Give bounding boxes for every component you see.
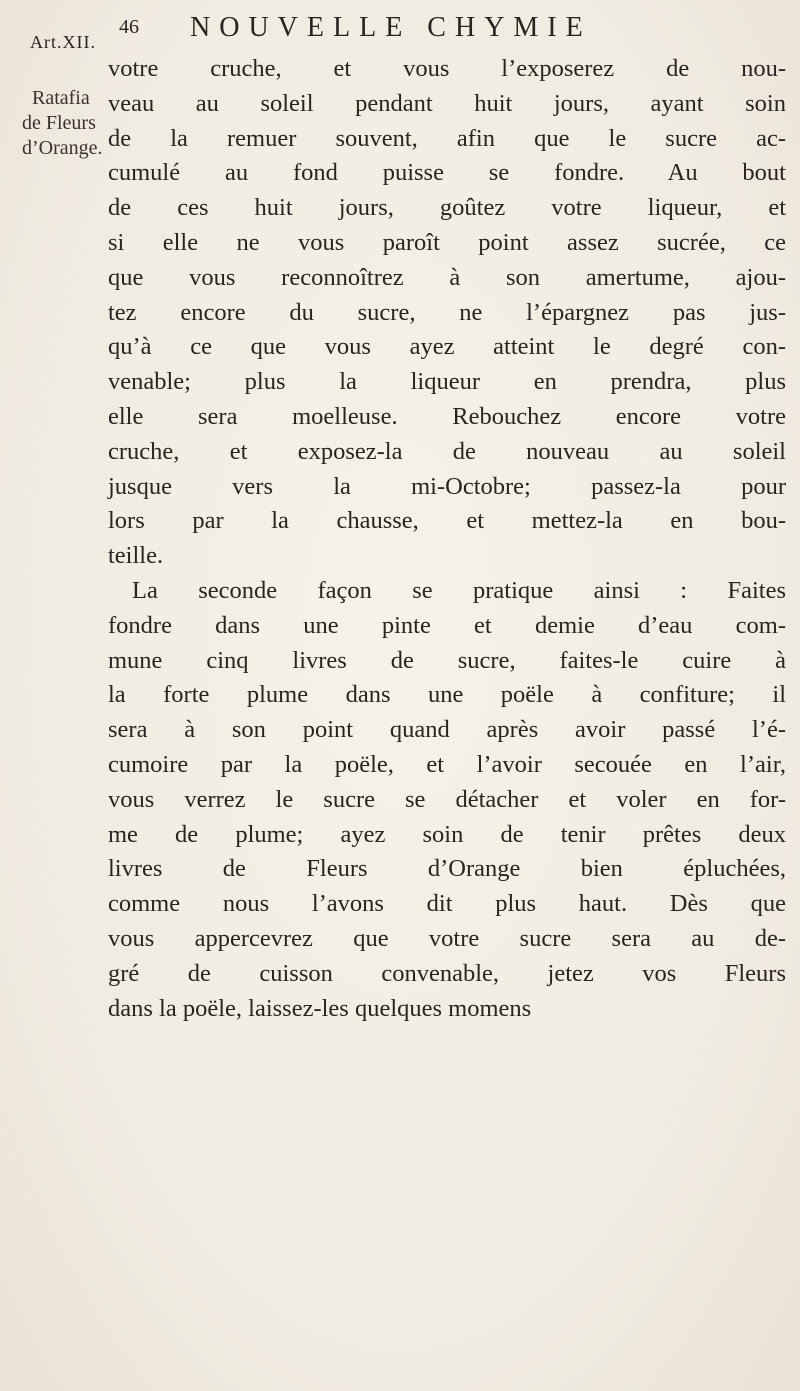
text-line: de la remuer souvent, afin que le sucre ac- [108,124,786,152]
text-line: votre cruche, et vous l’exposerez de nou- [108,55,786,82]
text-line: La seconde façon se pratique ainsi : Faites [132,576,786,604]
text-line: cumoire par la poële, et l’avoir secouée en l’air, [108,750,786,778]
text-line: lors par la chausse, et mettez-la en bou- [108,507,786,535]
page-number: 46 [119,16,139,38]
page-header [30,10,770,50]
text-line: elle sera moelleuse. Rebouchez encore votre [108,402,786,430]
margin-note [22,86,103,161]
margin-note-line: de Fleurs [22,112,96,134]
text-line: venable; plus la liqueur en prendra, plus [108,368,786,396]
text-line: tez encore du sucre, ne l’épargnez pas jus- [108,298,786,326]
running-title: NOUVELLE CHYMIE [190,12,592,43]
text-line: fondre dans une pinte et demie d’eau com- [108,611,786,639]
text-line: qu’à ce que vous ayez atteint le degré con- [108,333,786,361]
text-line: cruche, et exposez-la de nouveau au soleil [108,437,786,465]
text-line: dans la poële, laissez-les quelques momens [108,994,532,1022]
article-number: Art.XII. [30,32,96,52]
text-line: la forte plume dans une poële à confiture; il [108,681,786,709]
margin-note-line: Ratafia [32,87,90,109]
text-line: veau au soleil pendant huit jours, ayant soin [108,89,786,117]
text-line: sera à son point quand après avoir passé l’é- [108,716,786,744]
text-line: de ces huit jours, goûtez votre liqueur, et [108,194,786,222]
text-line: jusque vers la mi-Octobre; passez-la pour [108,472,786,500]
text-line: comme nous l’avons dit plus haut. Dès que [108,890,786,918]
text-line: teille. [108,542,164,570]
text-line: livres de Fleurs d’Orange bien épluchées, [108,855,786,883]
text-line: me de plume; ayez soin de tenir prêtes deux [108,820,786,848]
text-line: si elle ne vous paroît point assez sucrée, ce [108,228,786,256]
text-line: vous appercevrez que votre sucre sera au de- [108,924,786,952]
text-line: mune cinq livres de sucre, faites-le cuire à [108,646,786,674]
text-line: cumulé au fond puisse se fondre. Au bout [108,159,786,187]
text-line: vous verrez le sucre se détacher et voler en for- [108,785,786,813]
text-line: que vous reconnoîtrez à son amertume, ajou- [108,263,786,291]
margin-note-line: d’Orange. [22,137,103,159]
text-line: gré de cuisson convenable, jetez vos Fleurs [108,959,786,987]
body-text [108,52,786,1026]
